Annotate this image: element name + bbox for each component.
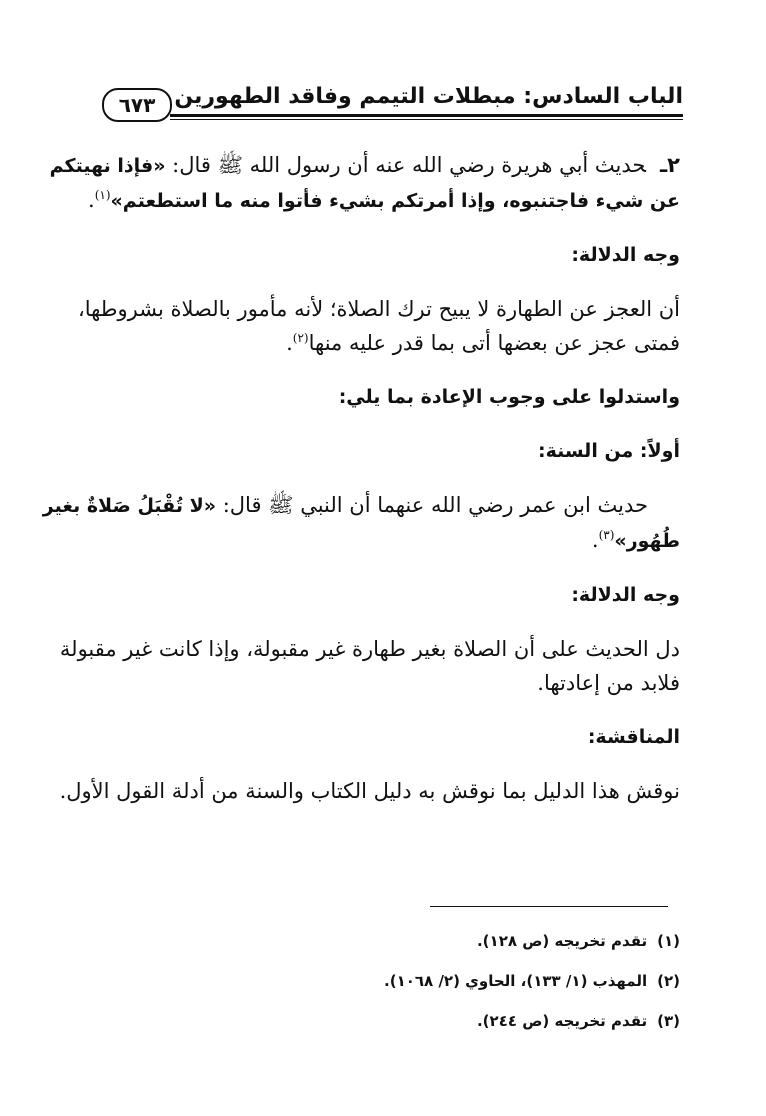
paragraph-discussion — [59, 774, 680, 808]
punctuation: . — [88, 188, 95, 212]
section-heading: واستدلوا على وجوب الإعادة بما يلي: — [338, 386, 680, 408]
footnote — [384, 1010, 680, 1032]
footnote-ref[interactable]: (٣) — [598, 528, 615, 542]
hadith-quote: طُهُور» — [614, 530, 680, 552]
footnotes — [384, 930, 680, 1050]
hadith-quote: «لا تُقْبَلُ صَلاةٌ بغير — [42, 495, 217, 517]
footnote-text: المهذب (١/ ١٣٣)، الحاوي (٢/ ١٠٦٨). — [384, 972, 648, 990]
item-number: ٢ـ — [659, 153, 680, 177]
text-line — [42, 488, 680, 523]
text-line: نوقش هذا الدليل بما نوقش به دليل الكتاب والسنة من أدلة القول الأول. — [59, 779, 680, 803]
text-line: فلابد من إعادتها. — [537, 671, 680, 695]
footnote-text: تقدم تخريجه (ص ١٢٨). — [476, 932, 648, 950]
footnote-marker: (٣) — [657, 1012, 680, 1030]
footnote — [384, 930, 680, 952]
footnote-marker: (٢) — [657, 972, 680, 990]
hadith-quote: «فإذا نهيتكم — [49, 155, 166, 177]
punctuation: . — [591, 528, 599, 552]
text-line: أن العجز عن الطهارة لا يبيح ترك الصلاة؛ لأنه مأمور بالصلاة بشروطها، — [77, 297, 680, 321]
footnote-ref[interactable]: (٢) — [292, 331, 309, 345]
hadith-intro: حديث أبي هريرة رضي الله عنه أن رسول الله ﷺ قال: — [165, 153, 646, 177]
section-heading: أولاً: من السنة: — [537, 440, 680, 462]
paragraph-hadith-abu-hurayra — [49, 148, 680, 218]
text-line — [49, 148, 680, 183]
text-line: دل الحديث على أن الصلاة بغير طهارة غير مقبولة، وإذا كانت غير مقبولة — [59, 637, 680, 661]
page-header — [100, 82, 683, 122]
footnote-text: تقدم تخريجه (ص ٢٤٤). — [476, 1012, 648, 1030]
paragraph-hadith-ibn-umar — [42, 488, 680, 558]
main-text — [42, 148, 680, 828]
hadith-quote: عن شيء فاجتنبوه، وإذا أمرتكم بشيء فأتوا منه ما استطعتم» — [110, 190, 680, 212]
page-number: ٦٧٣ — [102, 88, 172, 122]
footnote-marker: (١) — [657, 932, 680, 950]
header-rule-thin — [170, 119, 683, 120]
text-line — [106, 523, 680, 558]
header-rule — [170, 114, 683, 117]
running-title: الباب السادس: مبطلات التيمم وفاقد الطهورين — [174, 84, 683, 109]
footnote — [384, 970, 680, 992]
hadith-intro: حديث ابن عمر رضي الله عنهما أن النبي ﷺ قال: — [216, 493, 648, 517]
footnote-ref[interactable]: (١) — [94, 188, 111, 202]
footnote-separator — [430, 906, 668, 907]
section-heading: وجه الدلالة: — [571, 244, 680, 266]
text-span: فمتى عجز عن بعضها أتى بما قدر عليه منها — [308, 331, 680, 355]
paragraph-explanation — [77, 292, 680, 360]
text-line — [106, 326, 680, 360]
punctuation: . — [286, 331, 293, 355]
text-line — [88, 183, 680, 218]
section-heading: وجه الدلالة: — [571, 584, 680, 606]
paragraph-indication — [59, 632, 680, 700]
section-heading: المناقشة: — [587, 726, 680, 748]
